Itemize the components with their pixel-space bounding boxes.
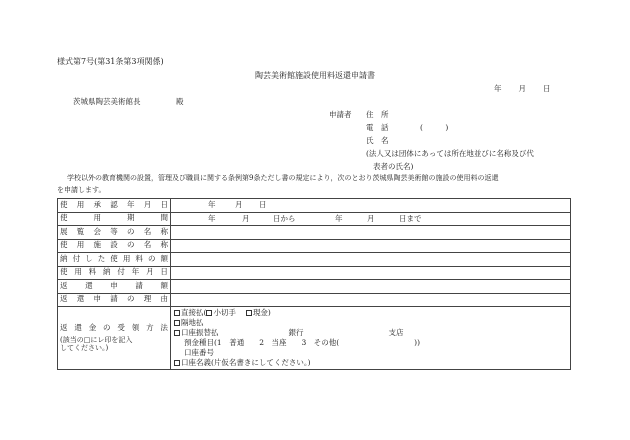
row-label-fee-paid [58, 253, 171, 267]
date-year-label: 年 [494, 84, 502, 93]
bank-label: 銀行 [288, 328, 304, 337]
spread-label [60, 255, 168, 264]
label-char: 用 [76, 199, 85, 209]
label-char: 用 [93, 213, 101, 223]
label-char: 年 [131, 267, 140, 277]
refund-note-line2: してください。) [60, 344, 109, 353]
date-line [494, 85, 551, 93]
account-name-label: 口座名義(片仮名書きにしてください。) [181, 358, 311, 367]
label-char: 還 [76, 294, 85, 304]
addressee-name: 茨城県陶芸美術館長 [73, 97, 141, 106]
cash-checkbox[interactable] [246, 310, 252, 316]
row-label-approval-date [58, 199, 171, 213]
row-label-refund-method [58, 307, 171, 370]
approval-year: 年 [208, 200, 216, 209]
label-char: 期 [127, 213, 135, 223]
period-value[interactable] [171, 212, 571, 226]
payment-date-value[interactable] [171, 266, 571, 280]
label-char: 使 [60, 213, 68, 223]
label-char: 名 [143, 226, 152, 236]
label-char: 日 [160, 199, 168, 209]
body-text-line1: 学校以外の教育機関の設置，管理及び職員に関する条例第9条ただし書の規定により，次のとおり茨城県陶芸美術館の施設の使用料の返還 [67, 174, 499, 182]
label-char: 日 [160, 267, 168, 277]
table-row [58, 253, 571, 267]
date-month-label: 月 [518, 84, 526, 93]
spread-label [60, 282, 168, 291]
date-day-label: 日 [543, 84, 551, 93]
account-name-box [174, 360, 180, 366]
label-char: 覧 [76, 226, 85, 236]
spread-label [60, 324, 168, 333]
label-char: 展 [60, 226, 68, 236]
refund-amount-value[interactable] [171, 280, 571, 294]
label-char: 施 [93, 240, 101, 250]
remote-payment-label: 隔地払 [181, 318, 204, 327]
addressee-honorific: 殿 [176, 97, 184, 106]
direct-payment-label: 直接払( [181, 308, 207, 317]
form-number: 様式第7号(第31条第3項関係) [57, 57, 164, 66]
label-char: 使 [110, 253, 118, 263]
period-start-year: 年 [208, 213, 216, 223]
address-label: 住 所 [366, 110, 389, 119]
label-char: 還 [74, 322, 82, 332]
label-char: 月 [143, 199, 152, 209]
label-char: 使 [60, 240, 68, 250]
approval-date-value[interactable] [171, 199, 571, 213]
row-label-period [58, 212, 171, 226]
refund-method-options [171, 307, 571, 370]
label-char: 使 [60, 199, 68, 209]
label-char: し [85, 253, 93, 263]
table-row [58, 226, 571, 240]
label-char: 設 [110, 240, 118, 250]
label-char: 還 [85, 280, 93, 290]
label-char: 納 [103, 267, 111, 277]
label-char: 用 [122, 253, 131, 263]
label-char: 納 [60, 253, 68, 263]
label-char: 等 [110, 226, 118, 236]
label-char: の [127, 240, 135, 250]
account-transfer-label: 口座振替払 [181, 328, 219, 337]
approval-month: 月 [235, 200, 243, 209]
exhibition-name-value[interactable] [171, 226, 571, 240]
label-char: の [127, 294, 135, 304]
label-char: 間 [160, 213, 168, 223]
period-start-day: 日から [273, 213, 296, 223]
direct-payment-checkbox[interactable] [174, 310, 180, 316]
label-char: 由 [160, 294, 168, 304]
table-row [58, 239, 571, 253]
row-label-refund-reason [58, 293, 171, 307]
fee-paid-value[interactable] [171, 253, 571, 267]
row-label-payment-date [58, 266, 171, 280]
spread-label [60, 228, 168, 237]
label-char: 称 [160, 240, 168, 250]
refund-reason-value[interactable] [171, 293, 571, 307]
label-char: 付 [72, 253, 81, 263]
period-start-month: 月 [242, 213, 250, 223]
account-type-line: 預金種目(1 普通 2 当座 3 その他( )) [184, 338, 421, 347]
name-label: 氏 名 [366, 136, 389, 145]
remote-payment-checkbox[interactable] [174, 320, 180, 326]
spread-label [60, 214, 168, 223]
body-text-line2: を申請します。 [57, 186, 106, 194]
refund-note-line1: (該当の□にレ印を記入 [60, 336, 133, 345]
label-char: の [147, 253, 156, 263]
approval-day: 日 [259, 200, 267, 209]
label-char: 返 [60, 322, 68, 332]
period-end-year: 年 [335, 213, 343, 223]
branch-label: 支店 [388, 328, 404, 337]
label-char: 受 [117, 322, 125, 332]
spread-label [60, 241, 168, 250]
label-char: 金 [88, 322, 97, 332]
label-char: 方 [146, 322, 154, 332]
period-end-month: 月 [367, 213, 375, 223]
label-char: 付 [117, 267, 125, 277]
spread-label [60, 268, 168, 277]
label-char: た [97, 253, 106, 263]
label-char: 領 [131, 322, 140, 332]
row-label-exhibition [58, 226, 171, 240]
table-row [58, 266, 571, 280]
account-transfer-checkbox[interactable] [174, 330, 180, 336]
label-char: の [103, 322, 111, 332]
period-end-day: 日まで [399, 213, 422, 223]
account-number-label: 口座番号 [184, 348, 214, 357]
label-char: 申 [110, 280, 118, 290]
phone-parens: ( ) [420, 123, 449, 132]
label-char: 用 [76, 240, 85, 250]
cheque-checkbox[interactable] [206, 310, 212, 316]
label-char: 使 [60, 267, 68, 277]
spread-label [60, 201, 168, 210]
table-row [58, 199, 571, 213]
label-char: 請 [110, 294, 118, 304]
application-table [57, 198, 571, 370]
cash-label: 現金) [252, 308, 271, 317]
label-char: 名 [143, 240, 152, 250]
label-char: 年 [127, 199, 135, 209]
label-char: 料 [135, 253, 143, 263]
label-char: 認 [110, 199, 118, 209]
row-label-refund-amount [58, 280, 171, 294]
label-char: の [127, 226, 135, 236]
label-char: 月 [146, 267, 154, 277]
label-char: 額 [160, 253, 168, 263]
table-row [58, 212, 571, 226]
document-title: 陶芸美術館施設使用料返還申請書 [255, 71, 375, 80]
applicant-label: 申請者 [329, 110, 352, 119]
label-char: 額 [160, 280, 168, 290]
spread-label [60, 295, 168, 304]
label-char: 称 [160, 226, 168, 236]
phone-label: 電 話 [366, 123, 389, 132]
label-char: 会 [93, 226, 101, 236]
label-char: 返 [60, 294, 68, 304]
label-char: 料 [88, 267, 97, 277]
applicant-note-line2: 表者の氏名) [373, 162, 414, 171]
cheque-label: 小切手 [213, 308, 236, 317]
table-row [58, 307, 571, 370]
label-char: 請 [135, 280, 143, 290]
label-char: 承 [93, 199, 101, 209]
table-row [58, 293, 571, 307]
label-char: 用 [74, 267, 82, 277]
label-char: 法 [160, 322, 168, 332]
applicant-note-line1: (法人又は団体にあっては所在地並びに名称及び代 [366, 149, 534, 158]
table-row [58, 280, 571, 294]
row-label-facility [58, 239, 171, 253]
label-char: 理 [143, 294, 152, 304]
label-char: 申 [93, 294, 101, 304]
label-char: 返 [60, 280, 68, 290]
facility-name-value[interactable] [171, 239, 571, 253]
